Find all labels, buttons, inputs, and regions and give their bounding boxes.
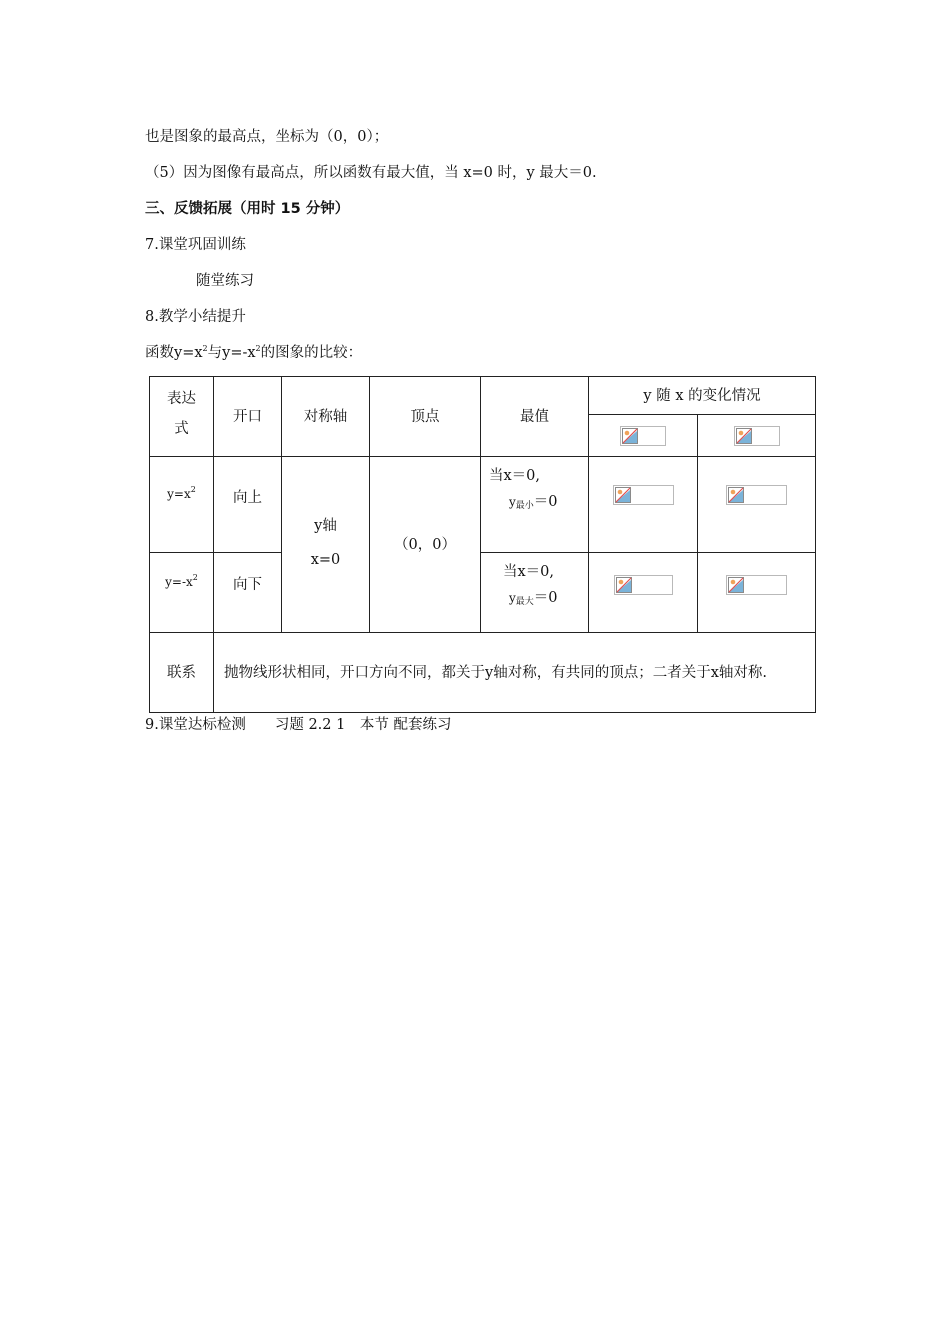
paragraph-line: （5）因为图像有最高点，所以函数有最大值，当 x=0 时，y 最大＝0.: [145, 165, 597, 181]
row2-expression: $y=-x^2$: [150, 553, 214, 633]
header-opening: 开口: [214, 377, 282, 457]
broken-image-icon: [734, 426, 780, 446]
row2-change-right: [698, 553, 816, 633]
comparison-intro-mid: 与y=-x: [207, 345, 256, 361]
header-extreme: 最值: [481, 377, 589, 457]
list-item-9: 9.课堂达标检测 习题 2.2 1 本节 配套练习: [145, 717, 452, 733]
shared-vertex: （0，0）: [370, 457, 481, 633]
header-change-left: [589, 415, 698, 457]
comparison-intro-suffix: 的图象的比较：: [260, 345, 363, 361]
broken-image-icon: [613, 485, 674, 505]
row2-extreme: 当x＝0, $y_{最大}=0$: [481, 553, 589, 633]
broken-image-icon: [620, 426, 666, 446]
list-item-8: 8.教学小结提升: [145, 309, 246, 325]
superscript: 2: [202, 344, 208, 353]
row1-expression: $y=x^2$: [150, 457, 214, 553]
header-change: y 随 x 的变化情况: [589, 377, 816, 415]
shared-axis: y轴 x=0: [282, 457, 370, 633]
link-text: 抛物线形状相同，开口方向不同，都关于y轴对称，有共同的顶点；二者关于x轴对称.: [214, 633, 816, 713]
broken-image-icon: [614, 575, 673, 595]
row1-change-left: [589, 457, 698, 553]
row2-change-left: [589, 553, 698, 633]
row2-opening: 向下: [214, 553, 282, 633]
broken-image-icon: [726, 575, 787, 595]
broken-image-icon: [726, 485, 787, 505]
header-expression: 表达 式: [150, 377, 214, 457]
header-vertex: 顶点: [370, 377, 481, 457]
comparison-intro-prefix: 函数y=x: [145, 345, 203, 361]
paragraph-line: 也是图象的最高点，坐标为（0，0）；: [145, 129, 389, 145]
section-heading: 三、反馈拓展（用时 15 分钟）: [145, 201, 350, 217]
link-label: 联系: [150, 633, 214, 713]
comparison-table: [149, 376, 816, 713]
row1-change-right: [698, 457, 816, 553]
row1-extreme: 当x＝0, $y_{最小}=0$: [481, 457, 589, 553]
header-axis: 对称轴: [282, 377, 370, 457]
superscript: 2: [255, 344, 261, 353]
row1-opening: 向上: [214, 457, 282, 553]
header-change-right: [698, 415, 816, 457]
list-item-7: 7.课堂巩固训练: [145, 237, 246, 253]
comparison-intro: [145, 343, 362, 363]
list-item-7-sub: 随堂练习: [196, 273, 254, 289]
